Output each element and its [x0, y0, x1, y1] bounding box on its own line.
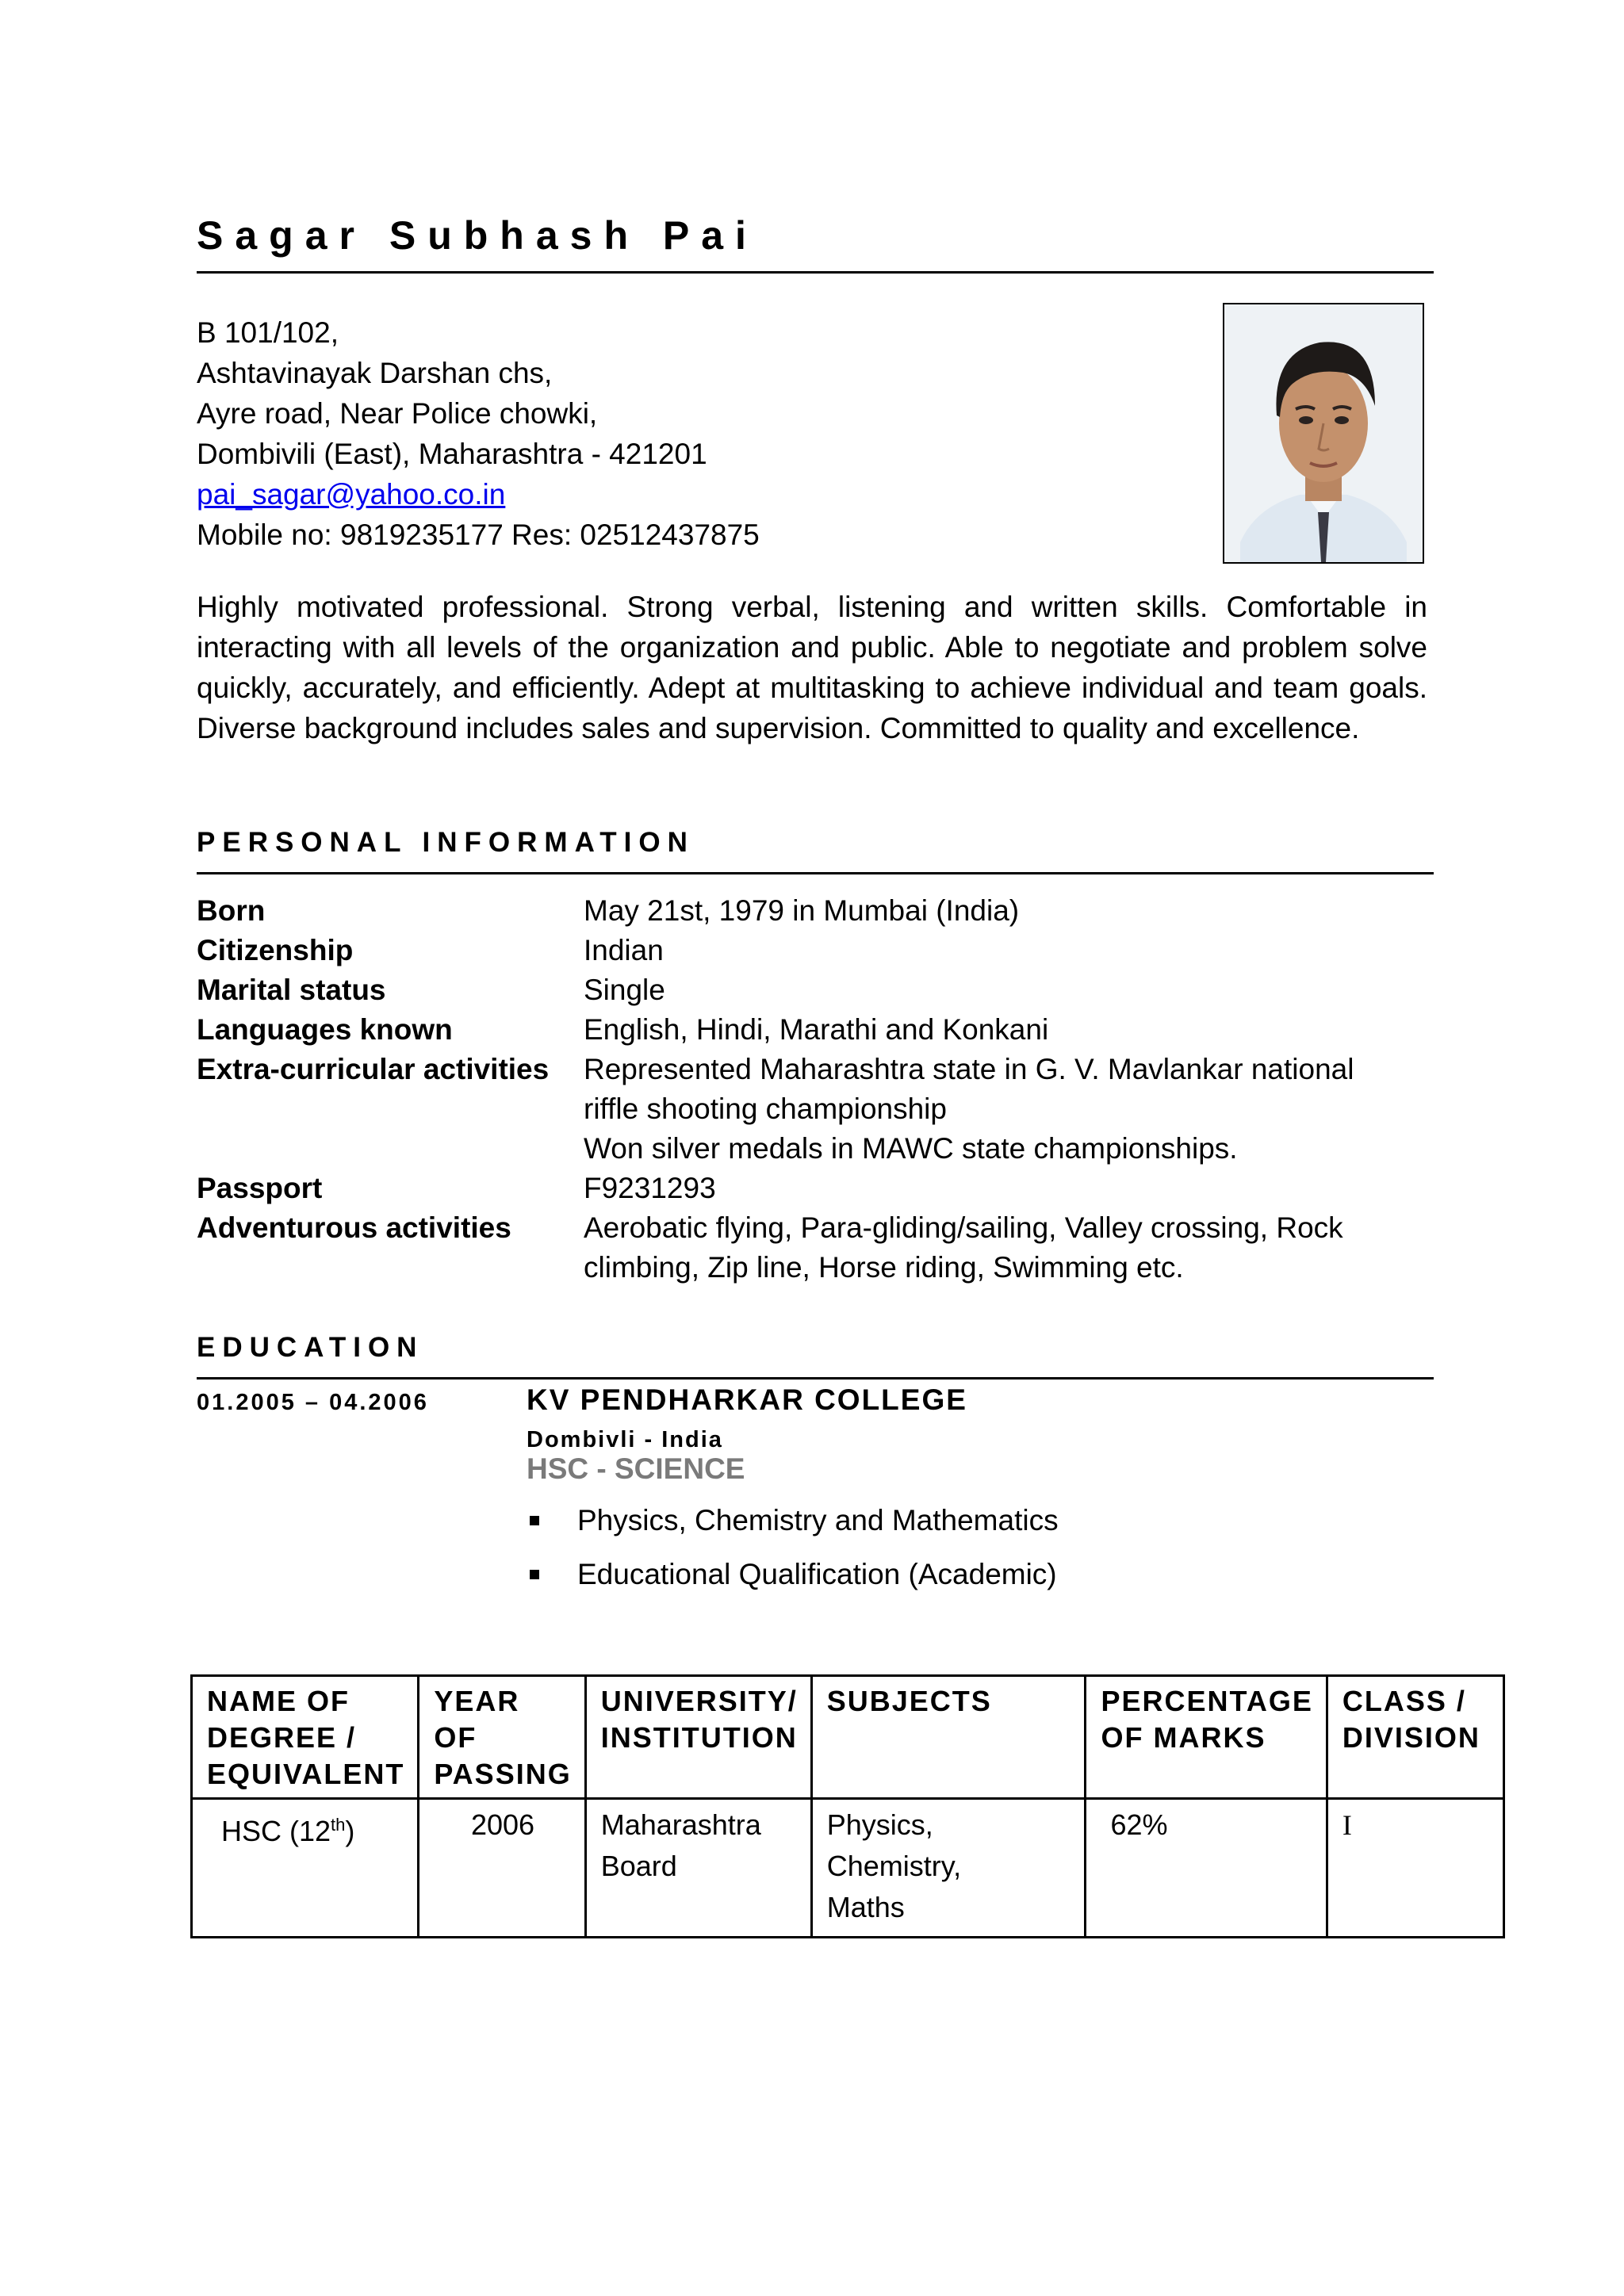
- address-line: B 101/102,: [197, 316, 339, 349]
- education-stream: HSC - SCIENCE: [527, 1452, 745, 1485]
- info-value: Indian: [584, 934, 664, 966]
- info-value: climbing, Zip line, Horse riding, Swimming etc.: [584, 1251, 1184, 1284]
- info-value: F9231293: [584, 1172, 716, 1204]
- cell-subjects: Physics, Chemistry, Maths: [811, 1799, 1086, 1938]
- address-line: Dombivili (East), Maharashtra - 421201: [197, 438, 707, 470]
- email-link[interactable]: pai_sagar@yahoo.co.in: [197, 478, 506, 511]
- bullet-square-icon: [530, 1516, 539, 1525]
- info-label: Adventurous activities: [197, 1211, 511, 1244]
- info-label: Extra-curricular activities: [197, 1053, 550, 1085]
- cell-institution: Maharashtra Board: [585, 1799, 811, 1938]
- info-label: Born: [197, 894, 266, 927]
- table-row: [192, 1799, 1504, 1938]
- info-row-marital-status: [197, 970, 1434, 1010]
- address-line: Ayre road, Near Police chowki,: [197, 397, 598, 430]
- education-period: 01.2005 – 04.2006: [197, 1390, 429, 1415]
- info-value: Represented Maharashtra state in G. V. Mavlankar national: [584, 1053, 1354, 1085]
- info-row-extracurricular: [197, 1050, 1434, 1169]
- info-value: riffle shooting championship: [584, 1093, 947, 1125]
- header-divider: [197, 271, 1434, 274]
- cell-degree: HSC (12th): [192, 1799, 419, 1938]
- column-header-degree: NAME OF DEGREE / EQUIVALENT: [192, 1676, 419, 1799]
- profile-photo: [1223, 303, 1424, 564]
- column-header-percentage: PERCENTAGE OF MARKS: [1086, 1676, 1327, 1799]
- personal-info-list: [197, 891, 1434, 1288]
- column-header-division: CLASS / DIVISION: [1327, 1676, 1503, 1799]
- candidate-name: Sagar Subhash Pai: [197, 213, 758, 258]
- cell-year: 2006: [419, 1799, 585, 1938]
- info-value: Single: [584, 974, 665, 1006]
- column-header-institution: UNIVERSITY/ INSTITUTION: [585, 1676, 811, 1799]
- bullet-item: [527, 1504, 1059, 1537]
- contact-block: [197, 312, 760, 555]
- info-label: Marital status: [197, 974, 386, 1006]
- info-value: English, Hindi, Marathi and Konkani: [584, 1013, 1049, 1046]
- info-label: Passport: [197, 1172, 323, 1204]
- info-label: Citizenship: [197, 934, 354, 966]
- info-value: Won silver medals in MAWC state championships.: [584, 1132, 1238, 1165]
- bullet-item: [527, 1558, 1057, 1591]
- personal-divider: [197, 872, 1434, 874]
- info-row-citizenship: [197, 931, 1434, 970]
- bullet-text: Physics, Chemistry and Mathematics: [577, 1504, 1059, 1536]
- info-value: May 21st, 1979 in Mumbai (India): [584, 894, 1020, 927]
- cell-percentage: 62%: [1086, 1799, 1327, 1938]
- column-header-subjects: SUBJECTS: [811, 1676, 1086, 1799]
- education-divider: [197, 1377, 1434, 1380]
- college-name: KV PENDHARKAR COLLEGE: [527, 1383, 967, 1416]
- bullet-text: Educational Qualification (Academic): [577, 1558, 1057, 1590]
- cell-division: I: [1327, 1799, 1503, 1938]
- profile-summary: Highly motivated professional. Strong verbal, listening and written skills. Comfortable in interacting with all levels of the organization and public. Able to negotiate and problem solve quickly, accurately, and efficiently. Adept at multitasking to achieve individual and team goals. Diverse background includes sales and supervision. Committed to quality and excellence.: [197, 591, 1427, 744]
- info-row-born: [197, 891, 1434, 931]
- portrait-image: [1224, 304, 1423, 562]
- column-header-year: YEAR OF PASSING: [419, 1676, 585, 1799]
- bullet-square-icon: [530, 1570, 539, 1579]
- section-heading-personal: PERSONAL INFORMATION: [197, 827, 695, 858]
- info-row-adventurous: [197, 1208, 1434, 1288]
- address-line: Ashtavinayak Darshan chs,: [197, 357, 553, 389]
- qualification-table: [190, 1674, 1505, 1938]
- info-row-passport: [197, 1169, 1434, 1208]
- table-header-row: [192, 1676, 1504, 1799]
- section-heading-education: EDUCATION: [197, 1332, 424, 1363]
- info-row-languages: [197, 1010, 1434, 1050]
- info-value: Aerobatic flying, Para-gliding/sailing, Valley crossing, Rock: [584, 1211, 1343, 1244]
- info-label: Languages known: [197, 1013, 453, 1046]
- phone-numbers: Mobile no: 9819235177 Res: 02512437875: [197, 519, 760, 551]
- college-city: Dombivli - India: [527, 1427, 723, 1452]
